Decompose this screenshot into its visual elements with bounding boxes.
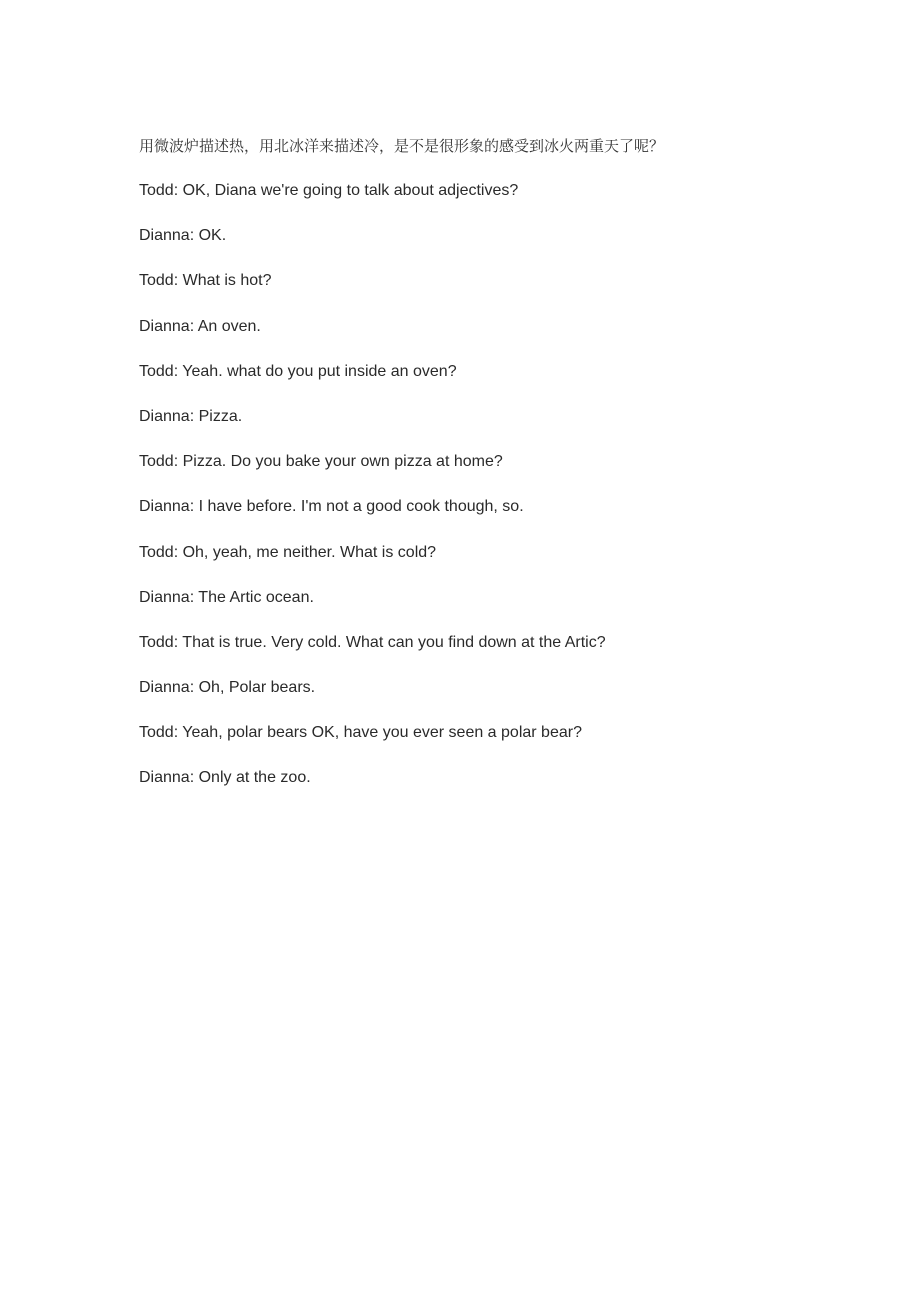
dialogue-line: Todd: That is true. Very cold. What can you find down at the Artic? bbox=[139, 633, 606, 651]
dialogue-line: Todd: OK, Diana we're going to talk about adjectives? bbox=[139, 182, 519, 199]
dialogue-line: Dianna: I have before. I'm not a good cook though, so. bbox=[139, 498, 524, 516]
dialogue-line: Todd: Yeah. what do you put inside an oven? bbox=[139, 362, 457, 380]
dialogue-line: Dianna: The Artic ocean. bbox=[139, 588, 314, 606]
dialogue-line: Todd: What is hot? bbox=[139, 272, 272, 290]
dialogue-line: Dianna: OK. bbox=[139, 227, 227, 245]
intro-paragraph: 用微波炉描述热，用北冰洋来描述冷，是不是很形象的感受到冰火两重天了呢？ bbox=[139, 137, 665, 155]
dialogue-line: Dianna: An oven. bbox=[139, 317, 261, 335]
document-body bbox=[139, 132, 799, 810]
dialogue-line: Dianna: Pizza. bbox=[139, 407, 243, 425]
dialogue-line: Todd: Yeah, polar bears OK, have you ever seen a polar bear? bbox=[139, 724, 582, 742]
dialogue-line: Todd: Pizza. Do you bake your own pizza at home? bbox=[139, 453, 503, 471]
dialogue-line: Dianna: Oh, Polar bears. bbox=[139, 679, 316, 697]
dialogue-line: Todd: Oh, yeah, me neither. What is cold? bbox=[139, 543, 437, 561]
dialogue-line: Dianna: Only at the zoo. bbox=[139, 769, 311, 787]
